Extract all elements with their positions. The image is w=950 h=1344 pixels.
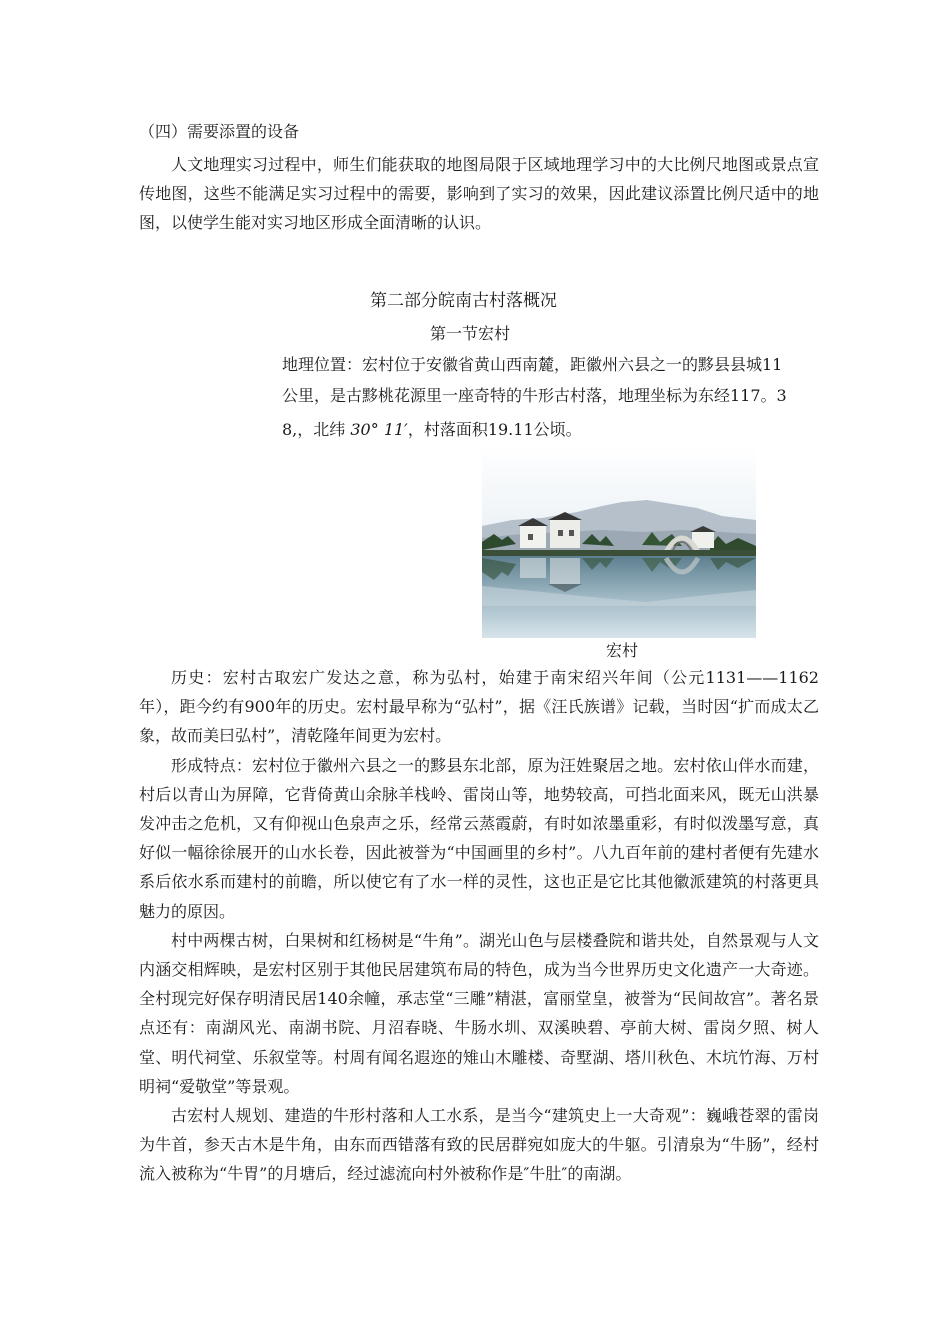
hongcun-photo: [482, 446, 756, 638]
hongcun-landscape-image: [482, 446, 756, 638]
location-line-3-b: ，村落面积19.11公顷。: [407, 420, 582, 439]
location-line-1: 地理位置：宏村位于安徽省黄山西南麓，距徽州六县之一的黟县县城11: [282, 355, 783, 374]
equipment-paragraph-block: [139, 150, 819, 238]
location-line-3-a: 8,，北纬: [282, 420, 346, 439]
part-title: 第二部分皖南古村落概况: [370, 291, 557, 311]
trees-paragraph: 村中两棵古树，白果树和红杨树是“牛角”。湖光山色与层楼叠院和谐共处，自然景观与人文内涵交相辉映，是宏村区别于其他民居建筑布局的特色，成为当今世界历史文化遗产一大奇迹。全村现完好保存明清民居140余幢，承志堂“三雕”精湛，富丽堂皇，被誉为“民间故宫”。著名景点还有：南湖风光、南湖书院、月沼春晓、牛肠水圳、双溪映碧、亭前大树、雷岗夕照、树人堂、明代祠堂、乐叙堂等。村周有闻名遐迩的雉山木雕楼、奇墅湖、塔川秋色、木坑竹海、万村明祠“爱敬堂”等景观。: [139, 930, 819, 1096]
history-paragraph: 历史：宏村古取宏广发达之意，称为弘村，始建于南宋绍兴年间（公元1131——1162年），距今约有900年的历史。宏村最早称为“弘村”，据《汪氏族谱》记载，当时因“扩而成太乙象，故而美曰弘村”，清乾隆年间更为宏村。: [139, 668, 819, 746]
features-paragraph: 形成特点：宏村位于徽州六县之一的黟县东北部，原为汪姓聚居之地。宏村依山伴水而建，村后以青山为屏障，它背倚黄山余脉羊栈岭、雷岗山等，地势较高，可挡北面来风，既无山洪暴发冲击之危机，又有仰视山色泉声之乐，经常云蒸霞蔚，有时如浓墨重彩，有时似泼墨写意，真好似一幅徐徐展开的山水长卷，因此被誉为“中国画里的乡村”。八九百年前的建村者便有先建水系后依水系而建村的前瞻，所以使它有了水一样的灵性，这也正是它比其他徽派建筑的村落更具魅力的原因。: [139, 755, 819, 921]
photo-caption: 宏村: [606, 641, 639, 660]
location-line-2: 公里，是古黟桃花源里一座奇特的牛形古村落，地理坐标为东经117。3: [282, 386, 787, 405]
location-line-3: [282, 419, 582, 441]
section-title: 第一节宏村: [430, 324, 511, 343]
body-text-block: [139, 663, 819, 1189]
section-heading: （四）需要添置的设备: [139, 122, 300, 141]
latitude-value: 30° 11′: [350, 420, 408, 439]
ox-layout-paragraph: 古宏村人规划、建造的牛形村落和人工水系，是当今“建筑史上一大奇观”：巍峨苍翠的雷岗为牛首，参天古木是牛角，由东而西错落有致的民居群宛如庞大的牛躯。引清泉为“牛肠”，经村流入被称为“牛胃”的月塘后，经过滤流向村外被称作是″牛肚″的南湖。: [139, 1106, 819, 1184]
equipment-paragraph: 人文地理实习过程中，师生们能获取的地图局限于区域地理学习中的大比例尺地图或景点宣传地图，这些不能满足实习过程中的需要，影响到了实习的效果，因此建议添置比例尺适中的地图，以使学生能对实习地区形成全面清晰的认识。: [139, 155, 819, 233]
